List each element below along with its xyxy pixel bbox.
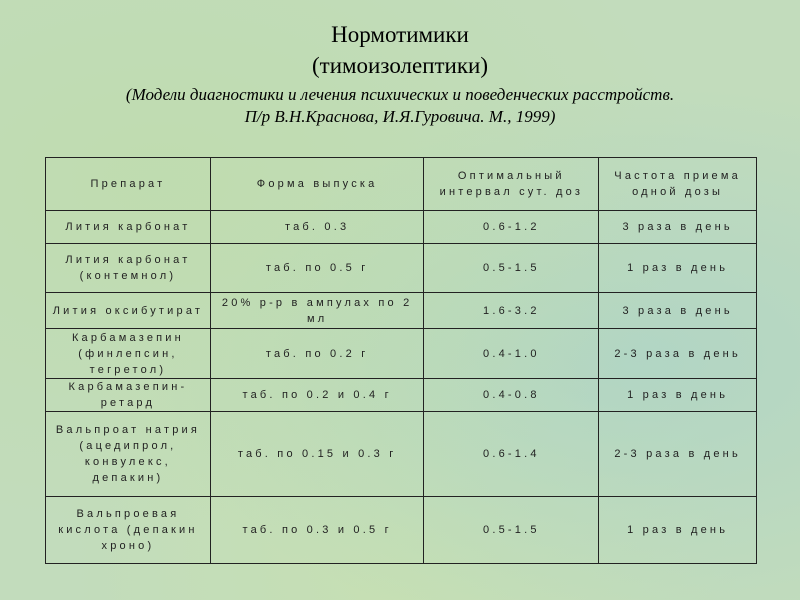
form-cell: таб. по 0.2 г [210, 329, 424, 379]
slide-subtitle: (тимоизолептики) [311, 53, 489, 78]
drug-cell: Карбамазепин (финлепсин, тегретол) [46, 329, 211, 379]
slide-title: Нормотимики [331, 22, 469, 47]
source-line-1: (Модели диагностики и лечения психических и поведенческих расстройств. [125, 85, 675, 104]
dose-cell: 0.4-1.0 [424, 329, 599, 379]
header-cell: Форма выпуска [210, 158, 424, 211]
source-citation [0, 84, 800, 128]
drug-cell: Вальпроевая кислота (депакин хроно) [46, 497, 211, 564]
frequency-cell: 1 раз в день [599, 497, 757, 564]
dose-cell: 0.4-0.8 [424, 379, 599, 412]
table-row [46, 379, 757, 412]
table-row [46, 329, 757, 379]
drug-cell: Лития карбонат [46, 211, 211, 244]
frequency-cell: 2-3 раза в день [599, 329, 757, 379]
frequency-cell: 3 раза в день [599, 211, 757, 244]
table-row [46, 293, 757, 329]
table-header-row [46, 158, 757, 211]
frequency-cell: 1 раз в день [599, 244, 757, 293]
frequency-cell: 2-3 раза в день [599, 412, 757, 497]
form-cell: 20% р-р в ампулах по 2 мл [210, 293, 424, 329]
frequency-cell: 3 раза в день [599, 293, 757, 329]
form-cell: таб. по 0.2 и 0.4 г [210, 379, 424, 412]
drug-cell: Лития карбонат (контемнол) [46, 244, 211, 293]
header-cell: Частота приема одной дозы [599, 158, 757, 211]
drug-cell: Вальпроат натрия (ацедипрол, конвулекс, депакин) [46, 412, 211, 497]
drug-cell: Карбамазепин-ретард [46, 379, 211, 412]
dose-cell: 0.6-1.2 [424, 211, 599, 244]
table-row [46, 211, 757, 244]
header-cell: Оптимальный интервал сут. доз [424, 158, 599, 211]
form-cell: таб. 0.3 [210, 211, 424, 244]
dose-cell: 0.6-1.4 [424, 412, 599, 497]
dose-cell: 0.5-1.5 [424, 497, 599, 564]
frequency-cell: 1 раз в день [599, 379, 757, 412]
form-cell: таб. по 0.5 г [210, 244, 424, 293]
form-cell: таб. по 0.15 и 0.3 г [210, 412, 424, 497]
dose-cell: 0.5-1.5 [424, 244, 599, 293]
drug-table [45, 157, 757, 564]
header-cell: Препарат [46, 158, 211, 211]
table-row [46, 412, 757, 497]
table-row [46, 244, 757, 293]
dose-cell: 1.6-3.2 [424, 293, 599, 329]
table-row [46, 497, 757, 564]
source-line-2: П/р В.Н.Краснова, И.Я.Гуровича. М., 1999) [244, 107, 556, 126]
drug-cell: Лития оксибутират [46, 293, 211, 329]
form-cell: таб. по 0.3 и 0.5 г [210, 497, 424, 564]
